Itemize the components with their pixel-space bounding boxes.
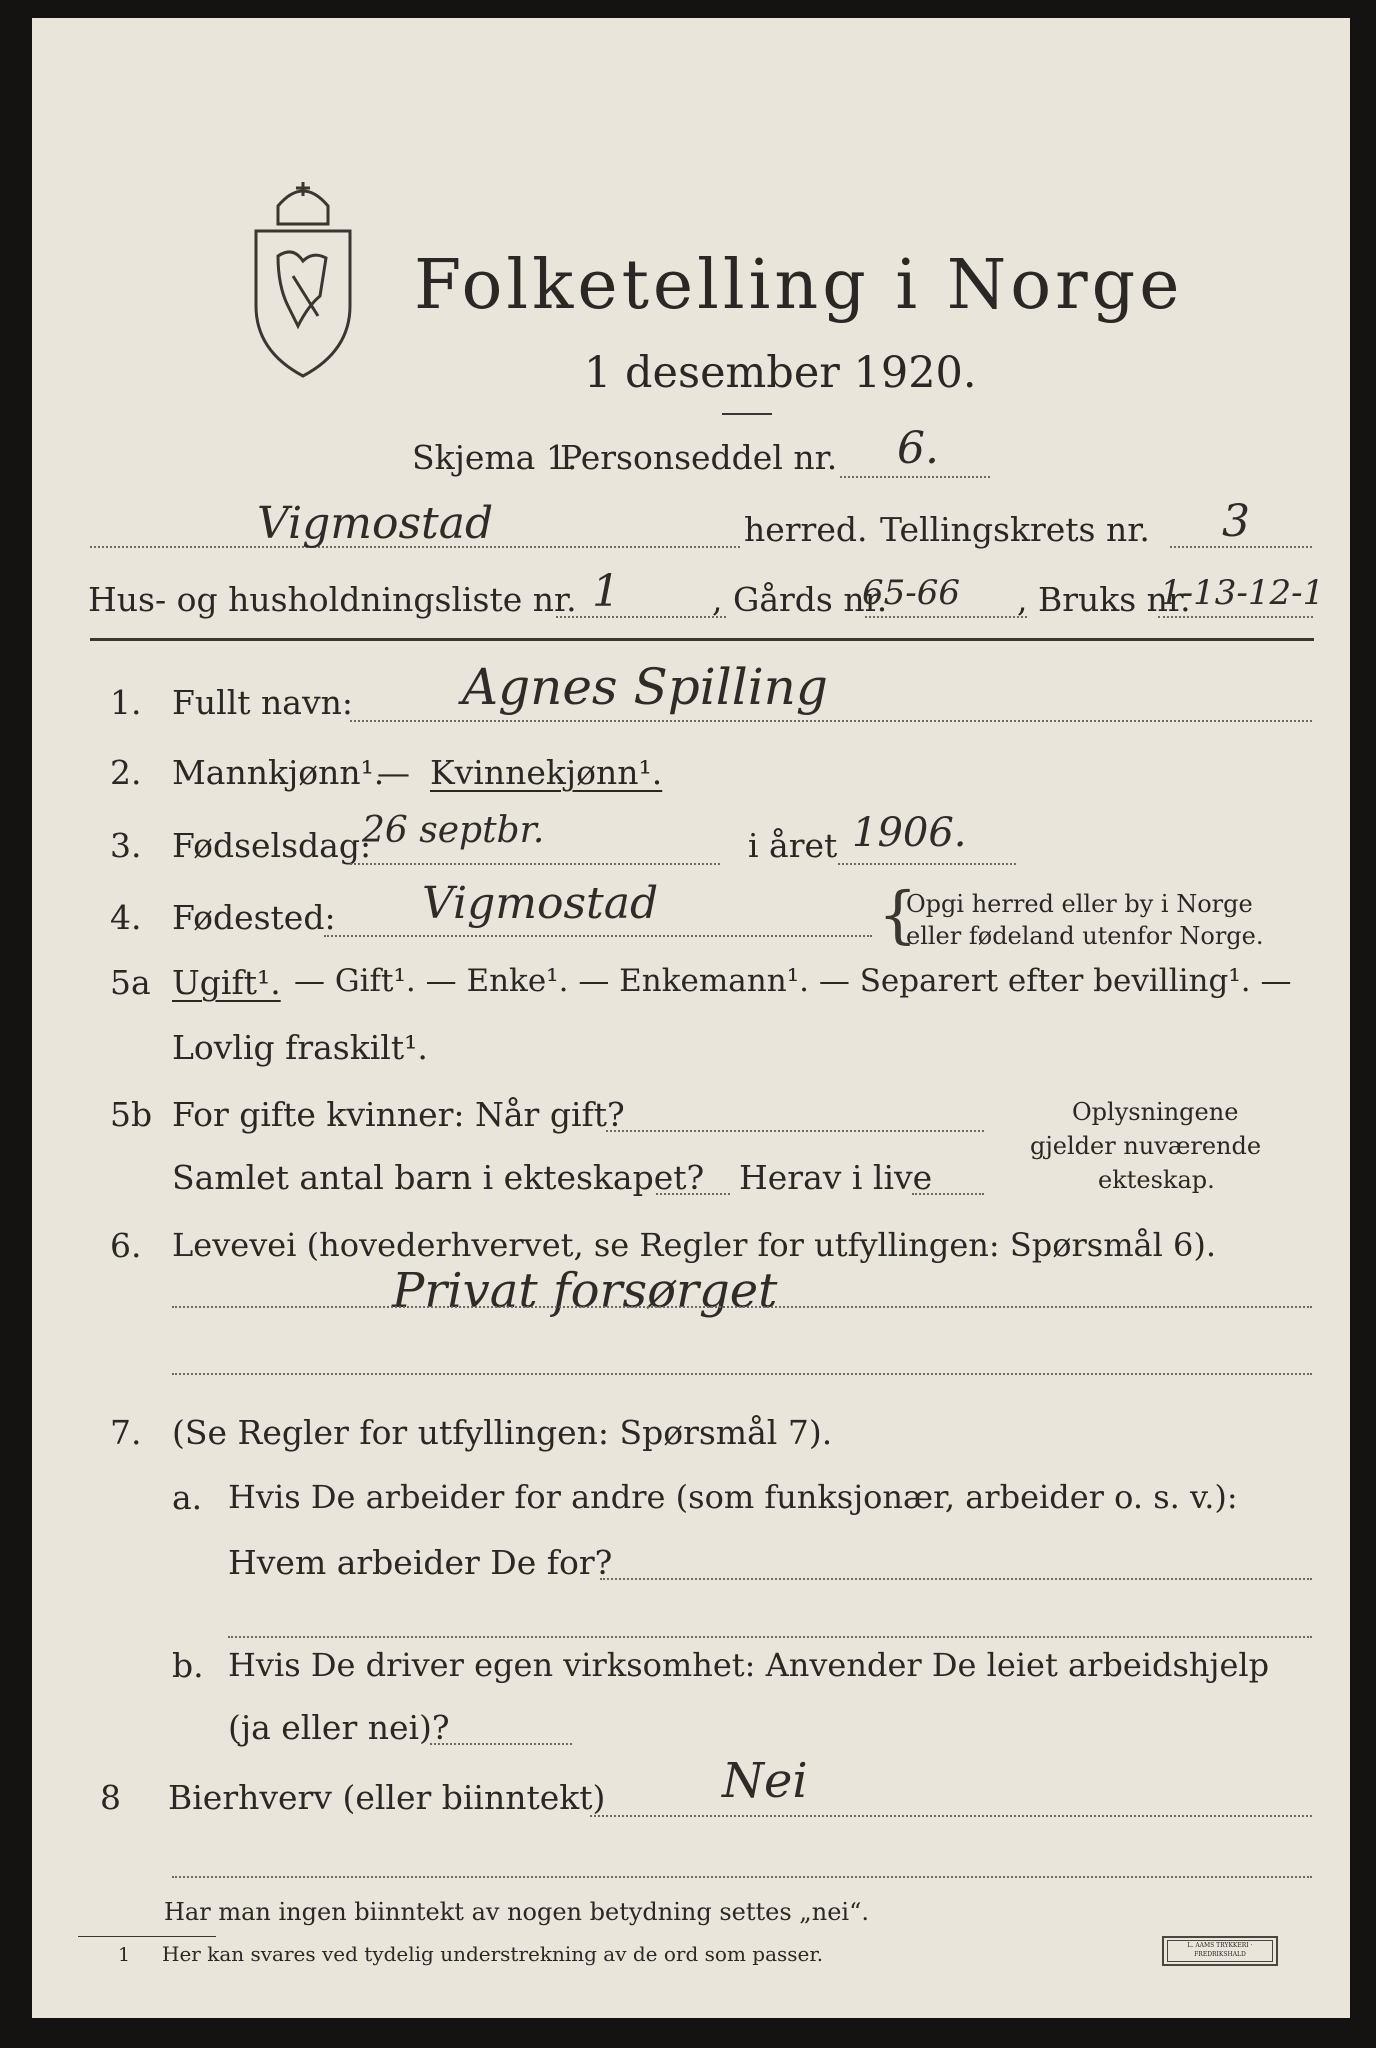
bruks-line [1158, 616, 1313, 618]
tellingskrets-value: 3 [1222, 496, 1250, 547]
q4-note-line1: Opgi herred eller by i Norge [906, 890, 1253, 918]
hus-value: 1 [592, 566, 620, 617]
form-date: 1 desember 1920. [584, 348, 977, 398]
q7a-line2: Hvem arbeider De for? [228, 1543, 613, 1582]
q7a-text: Hvis De arbeider for andre (som funksjonær, arbeider o. s. v.): [228, 1478, 1238, 1516]
q5a-line2: Lovlig fraskilt¹. [172, 1028, 428, 1067]
q6-line1 [172, 1306, 1312, 1308]
q5b-number: 5b [110, 1095, 153, 1134]
q8-label: Bierhverv (eller biinntekt) [168, 1778, 606, 1817]
q1-number: 1. [110, 683, 142, 722]
q6-value: Privat forsørget [392, 1263, 778, 1319]
footnote-text: Her kan svares ved tydelig understrekning av de ord som passer. [162, 1942, 824, 1966]
q7-number: 7. [110, 1413, 142, 1452]
gards-value: 65-66 [862, 573, 961, 613]
q2-female-underlined: Kvinnekjønn¹. [430, 753, 663, 792]
q5b-live-line [912, 1193, 984, 1195]
q5b-label: For gifte kvinner: Når gift? [172, 1095, 625, 1134]
q3-number: 3. [110, 826, 142, 865]
footnote-mark: 1 [118, 1944, 131, 1966]
q5b-live-label: Herav i live [739, 1158, 933, 1197]
header-divider [90, 638, 1314, 641]
q3-year-label: i året [748, 826, 838, 865]
census-form-page [32, 18, 1350, 2018]
gards-line [865, 616, 1027, 618]
q7b-text: Hvis De driver egen virksomhet: Anvender De leiet arbeidshjelp [228, 1646, 1270, 1684]
personseddel-value: 6. [897, 423, 939, 474]
q7a-line-extra [228, 1636, 1312, 1638]
q4-note-line2: eller fødeland utenfor Norge. [906, 922, 1264, 950]
q7a-line [600, 1578, 1312, 1580]
q6-number: 6. [110, 1226, 142, 1265]
q6-label: Levevei (hovederhvervet, se Regler for utfyllingen: Spørsmål 6). [172, 1226, 1217, 1264]
footer-note: Har man ingen biinntekt av nogen betydning settes „nei“. [164, 1898, 869, 1926]
q3-value: 26 septbr. [362, 810, 545, 851]
printer-mark [1162, 1936, 1278, 1966]
q3-label: Fødselsdag: [172, 826, 372, 865]
bruks-label: , Bruks nr. [1017, 580, 1191, 619]
q8-line [590, 1815, 1312, 1817]
q2-number: 2. [110, 753, 142, 792]
q4-label: Fødested: [172, 898, 336, 937]
q5a-number: 5a [110, 963, 151, 1002]
q5b-note-line2: gjelder nuværende [1030, 1132, 1262, 1160]
bruks-value: 1-13-12-1 [1160, 573, 1325, 613]
q2-male: Mannkjønn¹. [172, 753, 385, 792]
q7-label: (Se Regler for utfyllingen: Spørsmål 7). [172, 1413, 833, 1452]
q1-label: Fullt navn: [172, 683, 353, 722]
q7a-letter: a. [172, 1478, 203, 1517]
q5b-when-line [606, 1130, 984, 1132]
title-divider [722, 413, 772, 415]
q5a-ugift-underlined: Ugift¹. [172, 963, 281, 1002]
q5b-barn-line [656, 1193, 730, 1195]
q3-year-line [838, 863, 1016, 865]
q3-line [350, 863, 720, 865]
q4-value: Vigmostad [422, 878, 659, 929]
tellingskrets-label: Tellingskrets nr. [880, 510, 1150, 549]
q3-year-value: 1906. [852, 810, 967, 856]
q5a-options: — Gift¹. — Enke¹. — Enkemann¹. — Separert efter bevilling¹. — [294, 963, 1292, 999]
herred-label: herred. [744, 510, 868, 549]
q2-dash: — [377, 753, 410, 792]
herred-value: Vigmostad [257, 498, 494, 549]
q7b-line2: (ja eller nei)? [228, 1708, 450, 1747]
q8-number: 8 [100, 1778, 121, 1817]
personseddel-label: Personseddel nr. [560, 438, 838, 477]
q4-line [324, 935, 872, 937]
norway-coat-of-arms-icon [248, 176, 358, 386]
q6-line2 [172, 1373, 1312, 1375]
printer-mark-text: L. AAMS TRYKKERI · FREDRIKSHALD [1167, 1940, 1273, 1962]
q8-value: Nei [722, 1753, 808, 1809]
q7b-line [430, 1743, 572, 1745]
personseddel-line [840, 476, 990, 478]
q5b-note-line3: ekteskap. [1098, 1166, 1215, 1194]
hus-label: Hus- og husholdningsliste nr. [88, 580, 577, 619]
q4-number: 4. [110, 898, 142, 937]
footnote-divider [78, 1936, 216, 1937]
q8-line-extra [172, 1876, 1312, 1878]
q5b-note-line1: Oplysningene [1072, 1098, 1239, 1126]
schema-label: Skjema 1. [412, 438, 578, 477]
q4-note-brace: { [878, 878, 918, 951]
q5b-barn-label: Samlet antal barn i ekteskapet? [172, 1158, 705, 1197]
q7b-letter: b. [172, 1646, 204, 1685]
q1-line [350, 720, 1312, 722]
hus-line [556, 616, 726, 618]
q1-value: Agnes Spilling [462, 658, 828, 716]
form-title: Folketelling i Norge [414, 246, 1184, 325]
gards-label: , Gårds nr. [712, 580, 888, 619]
